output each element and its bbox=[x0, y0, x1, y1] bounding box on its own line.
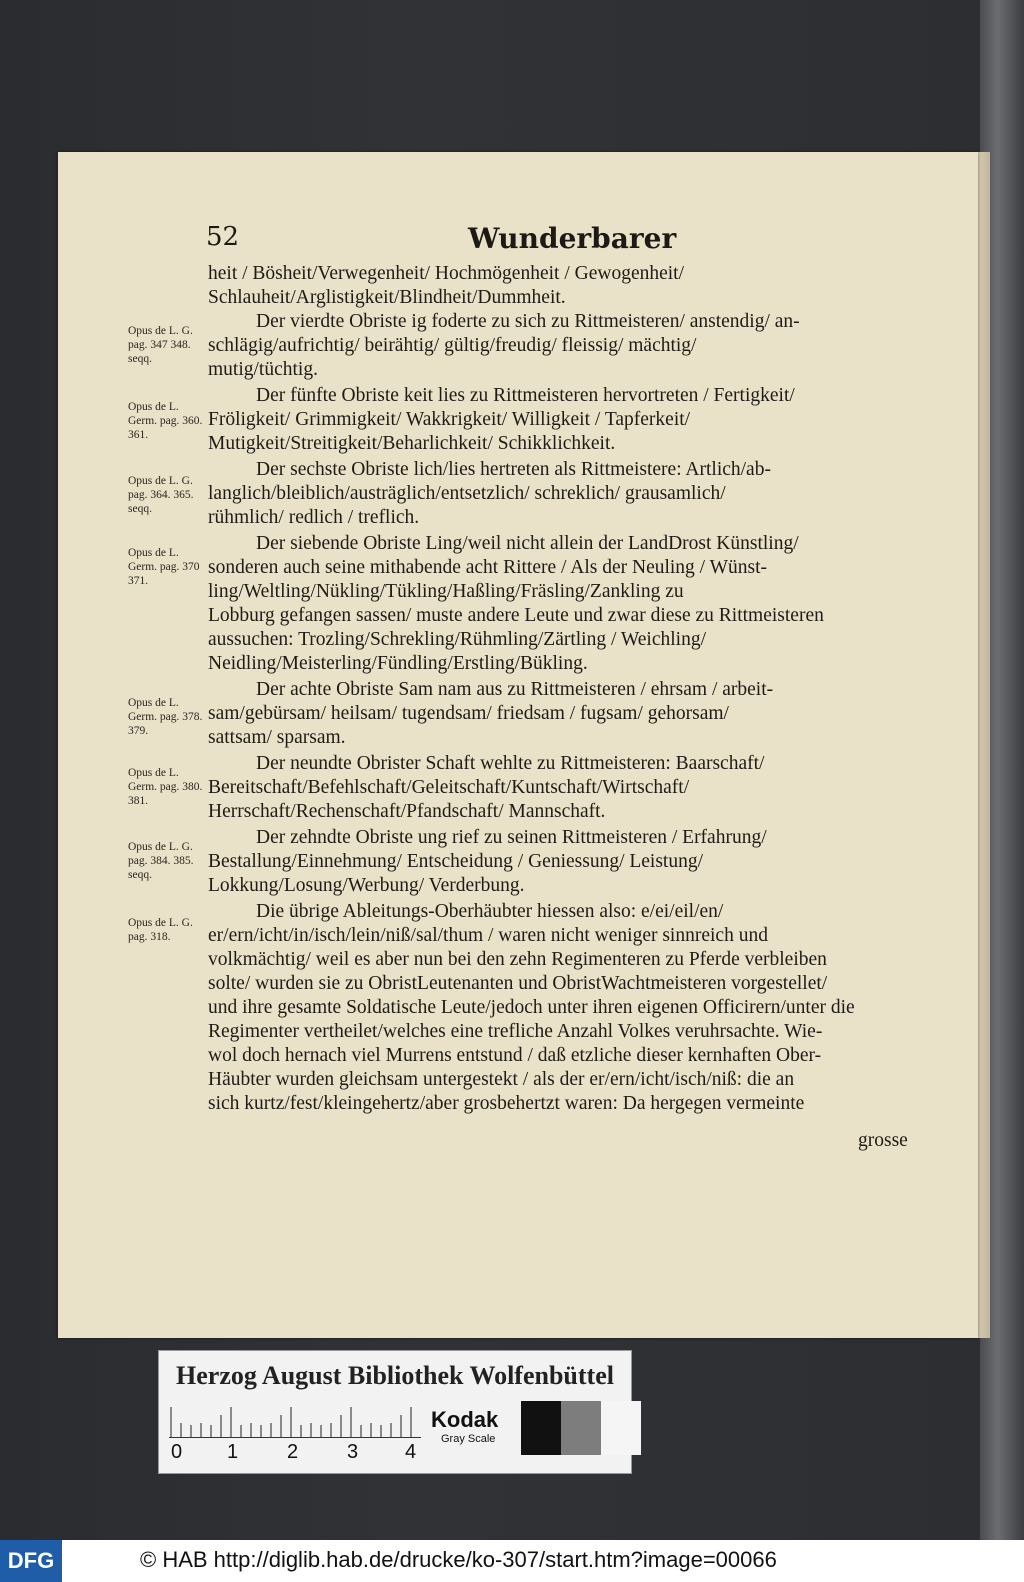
text-line: Der zehndte Obriste ung rief zu seinen Rittmeisteren / Erfahrung/ bbox=[256, 827, 767, 848]
text-line: Lokkung/Losung/Werbung/ Verderbung. bbox=[208, 875, 525, 896]
page-number: 52 bbox=[206, 222, 240, 252]
text-line: schlägig/aufrichtig/ beirähtig/ gültig/freudig/ fleissig/ mächtig/ bbox=[208, 335, 697, 356]
text-line: Bereitschaft/Befehlschaft/Geleitschaft/Kuntschaft/Wirtschaft/ bbox=[208, 777, 690, 798]
text-line: sonderen auch seine mithabende acht Rittere / Als der Neuling / Wünst- bbox=[208, 557, 768, 578]
text-line: und ihre gesamte Soldatische Leute/jedoch unter ihren eigenen Officirern/unter die bbox=[208, 997, 855, 1018]
margin-note: Opus de L. G. pag. 347 348. seqq. bbox=[128, 325, 193, 365]
text-line: Schlauheit/Arglistigkeit/Blindheit/Dummheit. bbox=[208, 287, 566, 308]
margin-note: Opus de L. Germ. pag. 370 371. bbox=[128, 547, 200, 587]
text-line: solte/ wurden sie zu ObristLeutenanten und ObristWachtmeisteren vorgestellet/ bbox=[208, 973, 828, 994]
margin-note: Opus de L. G. pag. 364. 365. seqq. bbox=[128, 475, 194, 515]
text-line: Der neundte Obrister Schaft wehlte zu Rittmeisteren: Baarschaft/ bbox=[256, 753, 765, 774]
text-line: heit / Bösheit/Verwegenheit/ Hochmögenheit / Gewogenheit/ bbox=[208, 263, 685, 284]
text-line: Der vierdte Obriste ig foderte zu sich zu Rittmeisteren/ anstendig/ an- bbox=[256, 311, 800, 332]
margin-note: Opus de L. Germ. pag. 378. 379. bbox=[128, 697, 203, 737]
text-line: Der achte Obriste Sam nam aus zu Rittmeisteren / ehrsam / arbeit- bbox=[256, 679, 774, 700]
gray-patch-mid bbox=[561, 1401, 601, 1455]
running-title: Wunderbarer bbox=[468, 222, 677, 255]
margin-note: Opus de L. G. pag. 318. bbox=[128, 917, 193, 943]
ruler-number: 0 bbox=[171, 1441, 183, 1463]
kodak-logo: Kodak bbox=[431, 1407, 499, 1432]
copyright-link[interactable]: © HAB http://diglib.hab.de/drucke/ko-307/start.htm?image=00066 bbox=[140, 1547, 777, 1572]
book-page bbox=[58, 152, 978, 1338]
text-line: Der sechste Obriste lich/lies hertreten als Rittmeistere: Artlich/ab- bbox=[256, 459, 771, 480]
text-line: Häubter wurden gleichsam untergestekt / als der er/ern/icht/isch/niß: die an bbox=[208, 1069, 795, 1090]
gray-patch-black bbox=[521, 1401, 561, 1455]
text-line: Regimenter vertheilet/welches eine trefliche Anzahl Volkes veruhrsachte. Wie- bbox=[208, 1021, 823, 1042]
gray-patch-white bbox=[601, 1401, 641, 1455]
text-line: Mutigkeit/Streitigkeit/Beharlichkeit/ Schikklichkeit. bbox=[208, 433, 616, 454]
margin-note: Opus de L. Germ. pag. 360. 361. bbox=[128, 401, 203, 441]
text-line: wol doch hernach viel Murrens entstund / daß etzliche dieser kernhaften Ober- bbox=[208, 1045, 822, 1066]
footer-bar bbox=[0, 1540, 1024, 1582]
text-line: er/ern/icht/in/isch/lein/niß/sal/thum / waren nicht weniger sinnreich und bbox=[208, 925, 768, 946]
text-line: mutig/tüchtig. bbox=[208, 359, 318, 380]
page-edge bbox=[976, 152, 990, 1338]
text-line: Lobburg gefangen sassen/ muste andere Leute und zwar diese zu Rittmeisteren bbox=[208, 605, 824, 626]
text-line: aussuchen: Trozling/Schrekling/Rühmling/Zärtling / Weichling/ bbox=[208, 629, 706, 650]
text-line: sam/gebürsam/ heilsam/ tugendsam/ friedsam / fugsam/ gehorsam/ bbox=[208, 703, 729, 724]
text-line: Der siebende Obriste Ling/weil nicht allein der LandDrost Künstling/ bbox=[256, 533, 799, 554]
dfg-logo: DFG bbox=[0, 1540, 62, 1582]
ruler-scale bbox=[169, 1403, 421, 1438]
text-line: rühmlich/ redlich / treflich. bbox=[208, 507, 420, 528]
text-line: volkmächtig/ weil es aber nun bei den zehn Regimenteren zu Pferde verbleiben bbox=[208, 949, 827, 970]
text-line: Bestallung/Einnehmung/ Entscheidung / Geniessung/ Leistung/ bbox=[208, 851, 704, 872]
text-line: sich kurtz/fest/kleingehertz/aber grosbehertzt waren: Da hergegen vermeinte bbox=[208, 1093, 805, 1114]
ruler-number: 2 bbox=[287, 1441, 299, 1463]
color-target-card bbox=[158, 1350, 632, 1474]
library-name: Herzog August Bibliothek Wolfenbüttel bbox=[176, 1361, 614, 1390]
text-line: ling/Weltling/Nükling/Tükling/Haßling/Fräsling/Zankling zu bbox=[208, 581, 684, 602]
page-header bbox=[58, 222, 978, 262]
ruler-numbers bbox=[169, 1441, 429, 1465]
margin-note: Opus de L. Germ. pag. 380. 381. bbox=[128, 767, 203, 807]
ruler-number: 1 bbox=[227, 1441, 239, 1463]
text-line: Die übrige Ableitungs-Oberhäubter hiessen also: e/ei/eil/en/ bbox=[256, 901, 724, 922]
text-line: sattsam/ sparsam. bbox=[208, 727, 346, 748]
ruler-number: 4 bbox=[405, 1441, 417, 1463]
text-line: Neidling/Meisterling/Fündling/Erstling/Bükling. bbox=[208, 653, 588, 674]
text-line: langlich/bleiblich/austräglich/entsetzlich/ schreklich/ grausamlich/ bbox=[208, 483, 726, 504]
ruler-number: 3 bbox=[347, 1441, 359, 1463]
catchword: grosse bbox=[858, 1130, 908, 1151]
text-line: Fröligkeit/ Grimmigkeit/ Wakkrigkeit/ Willigkeit / Tapferkeit/ bbox=[208, 409, 691, 430]
text-line: Herrschaft/Rechenschaft/Pfandschaft/ Mannschaft. bbox=[208, 801, 606, 822]
text-line: Der fünfte Obriste keit lies zu Rittmeisteren hervortreten / Fertigkeit/ bbox=[256, 385, 795, 406]
margin-note: Opus de L. G. pag. 384. 385. seqq. bbox=[128, 841, 194, 881]
gray-scale-label: Gray Scale bbox=[441, 1433, 496, 1445]
